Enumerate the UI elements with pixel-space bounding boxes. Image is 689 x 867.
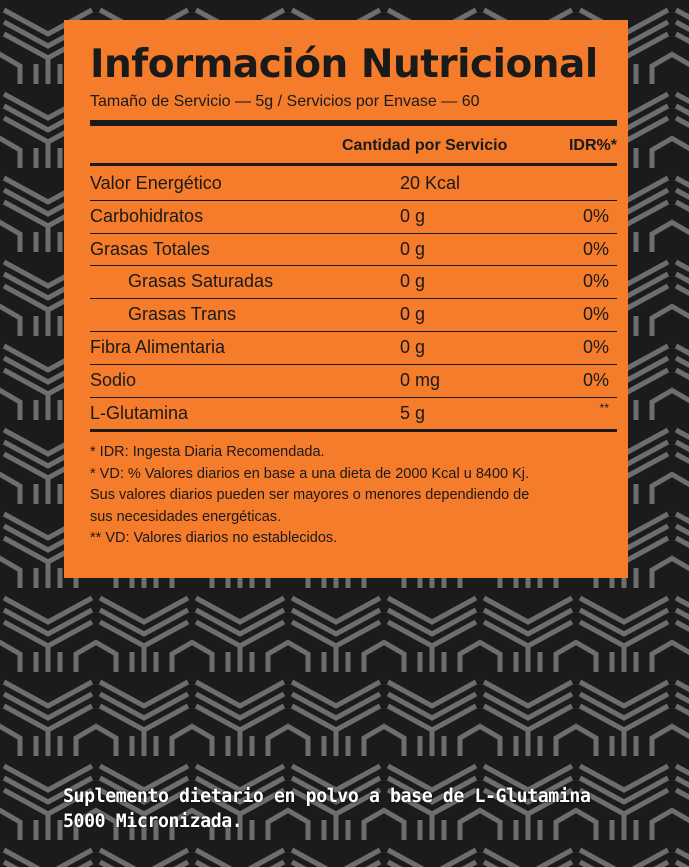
nutrient-name: Sodio [90,369,137,390]
header-amount: Cantidad por Servicio [342,137,508,154]
nutrient-percent: 0% [582,369,609,390]
nutrition-facts-panel [64,20,628,578]
nutrient-percent: 0% [582,205,609,226]
nutrient-row [90,266,617,299]
footnote: sus necesidades energéticas. [90,508,282,525]
footnote: ** VD: Valores diarios no establecidos. [90,530,338,546]
nutrient-row [90,299,617,332]
nutrient-percent: ** [599,400,609,415]
nutrient-name: L-Glutamina [90,402,189,423]
nutrient-amount: 0 g [400,304,426,325]
serving-info: Tamaño de Servicio — 5g / Servicios por Envase — 60 [90,93,480,110]
nutrient-amount: 0 g [400,336,426,357]
nutrient-name: Carbohidratos [90,205,204,226]
nutrient-row [90,398,617,430]
description-line: 5000 Micronizada. [63,811,243,832]
nutrient-amount: 0 g [400,271,426,292]
nutrient-row [90,168,617,201]
nutrient-row [90,234,617,267]
product-description [63,784,591,834]
nutrient-name: Grasas Totales [90,238,210,259]
nutrient-amount: 5 g [400,402,426,423]
nutrient-row [90,201,617,234]
nutrient-amount: 20 Kcal [400,173,461,193]
nutrient-table [90,168,617,429]
nutrient-name: Valor Energético [90,173,222,193]
footnote: * VD: % Valores diarios en base a una dieta de 2000 Kcal u 8400 Kj. [90,465,530,482]
panel-title: Información Nutricional [90,42,598,87]
nutrient-name: Grasas Trans [128,304,237,325]
footnote: * IDR: Ingesta Diaria Recomendada. [90,444,325,460]
nutrient-name: Fibra Alimentaria [90,336,226,357]
description-line: Suplemento dietario en polvo a base de L-Glutamina [63,786,591,807]
nutrient-row [90,332,617,365]
nutrient-row [90,365,617,398]
nutrient-amount: 0 g [400,238,426,259]
bottom-divider [90,429,617,432]
footnote: Sus valores diarios pueden ser mayores o menores dependiendo de [90,487,530,503]
nutrient-percent: 0% [582,238,609,259]
header-idr: IDR%* [568,137,617,154]
nutrient-amount: 0 g [400,205,426,226]
nutrient-percent: 0% [582,304,609,325]
nutrient-percent: 0% [582,271,609,292]
footnotes [90,442,615,550]
nutrient-percent: 0% [582,336,609,357]
header-divider [90,163,617,166]
nutrient-amount: 0 mg [400,369,441,390]
thick-divider [90,120,617,126]
nutrient-name: Grasas Saturadas [128,271,274,292]
